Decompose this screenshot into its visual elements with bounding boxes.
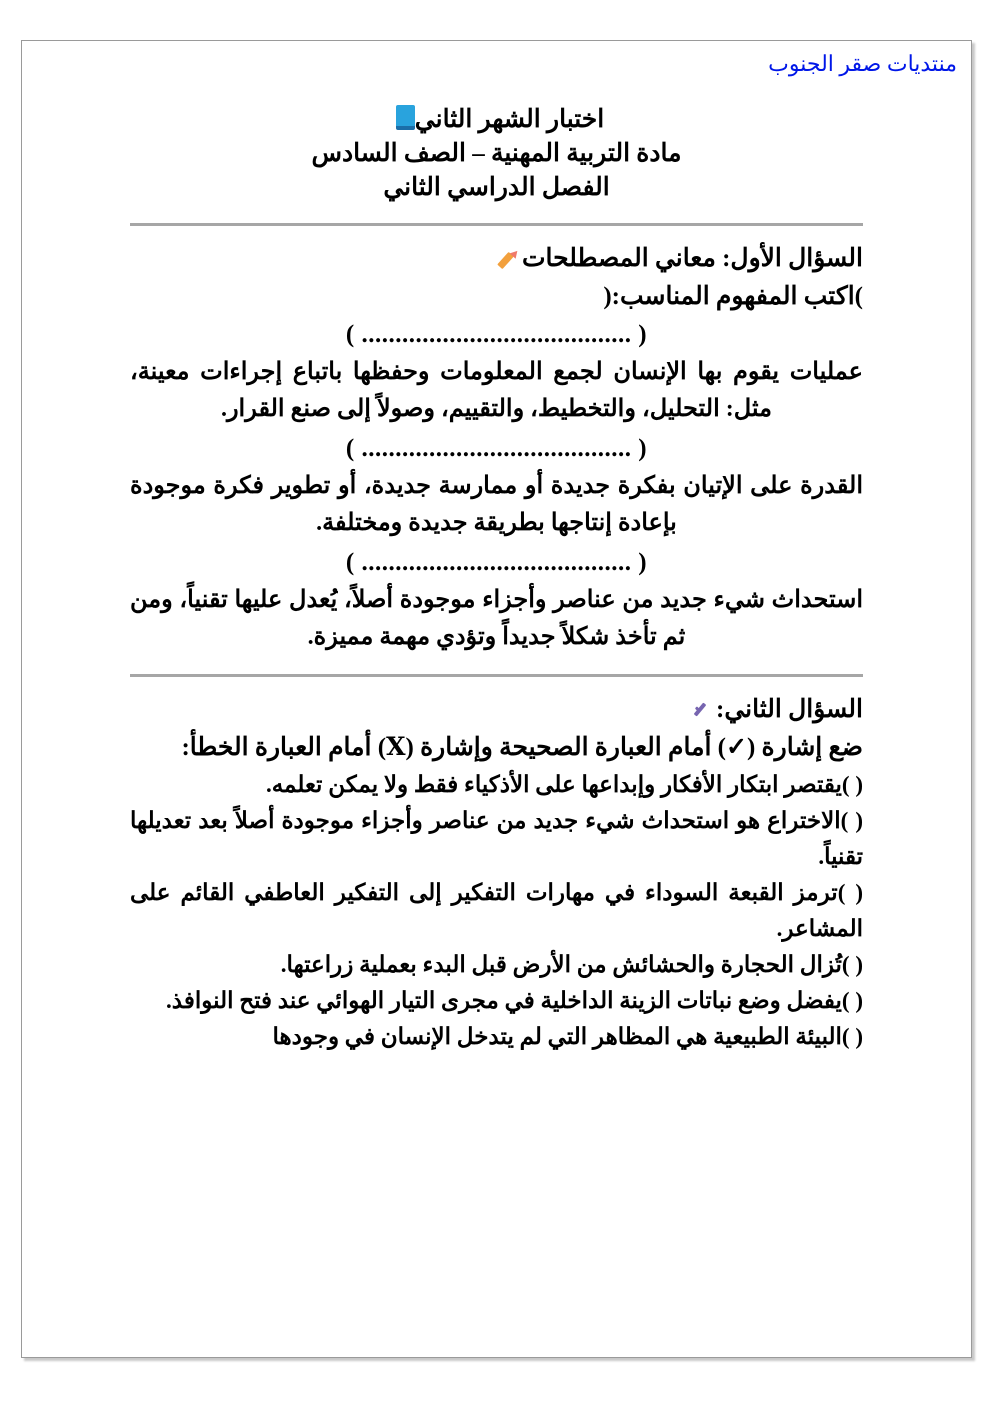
answer-blank-1[interactable]: ( ........................................ )	[345, 321, 648, 348]
definition-term-1: عمليات يقوم بها الإنسان لجمع المعلومات وحفظها باتباع إجراءات معينة، مثل: التحليل، والتخطيط، والتقييم، وصولاً إلى صنع القرار.	[130, 359, 863, 422]
title-line-3: الفصل الدراسي الثاني	[383, 174, 610, 201]
blue-book-icon	[396, 105, 415, 130]
question-1-heading	[130, 240, 863, 278]
question-2-instruction: ضع إشارة (✓) أمام العبارة الصحيحة وإشارة (Ⅹ) أمام العبارة الخطأ:	[181, 734, 863, 761]
divider-above-question-2	[130, 674, 863, 677]
question-1-heading-text: السؤال الأول: معاني المصطلحات	[521, 245, 863, 272]
question-2-heading	[130, 691, 863, 729]
definition-term-2: القدرة على الإتيان بفكرة جديدة أو ممارسة جديدة، أو تطوير فكرة موجودة بإعادة إنتاجها بطريقة جديدة ومختلفة.	[130, 473, 863, 536]
question-2-section	[130, 691, 863, 1055]
answer-blank-2[interactable]: ( ........................................ )	[345, 435, 648, 462]
title-line-1-wrapper	[130, 103, 863, 137]
true-false-statement-6[interactable]: ( )البيئة الطبيعية هي المظاهر التي لم يتدخل الإنسان في وجودها	[272, 1024, 863, 1049]
true-false-statement-1[interactable]: ( )يقتصر ابتكار الأفكار وإبداعها على الأذكياء فقط ولا يمكن تعلمه.	[265, 772, 863, 797]
document-title	[130, 103, 863, 205]
question-1-instruction: )اكتب المفهوم المناسب:(	[603, 283, 863, 310]
divider-above-question-1	[130, 223, 863, 226]
purple-check-icon	[692, 701, 714, 719]
question-2-heading-text: السؤال الثاني:	[716, 696, 863, 723]
title-line-1-text: اختبار الشهر الثاني	[414, 106, 605, 133]
document-body	[22, 103, 971, 1055]
pencil-icon	[500, 249, 520, 269]
title-line-2: مادة التربية المهنية – الصف السادس	[311, 140, 682, 167]
true-false-statement-3[interactable]: ( )ترمز القبعة السوداء في مهارات التفكير إلى التفكير العاطفي القائم على المشاعر.	[130, 880, 863, 941]
question-1-section	[130, 240, 863, 656]
forum-watermark-text: منتديات صقر الجنوب	[768, 51, 957, 76]
true-false-statement-5[interactable]: ( )يفضل وضع نباتات الزينة الداخلية في مجرى التيار الهوائي عند فتح النوافذ.	[166, 988, 863, 1013]
answer-blank-3[interactable]: ( ........................................ )	[345, 549, 648, 576]
true-false-statement-4[interactable]: ( )تُزال الحجارة والحشائش من الأرض قبل البدء بعملية زراعتها.	[280, 952, 863, 977]
true-false-statement-2[interactable]: ( )الاختراع هو استحداث شيء جديد من عناصر وأجزاء موجودة أصلاً بعد تعديلها تقنياً.	[130, 808, 863, 869]
definition-term-3: استحداث شيء جديد من عناصر وأجزاء موجودة أصلاً، يُعدل عليها تقنياً، ومن ثم تأخذ شكلاً جديداً وتؤدي مهمة مميزة.	[130, 587, 863, 650]
document-page	[21, 40, 972, 1358]
